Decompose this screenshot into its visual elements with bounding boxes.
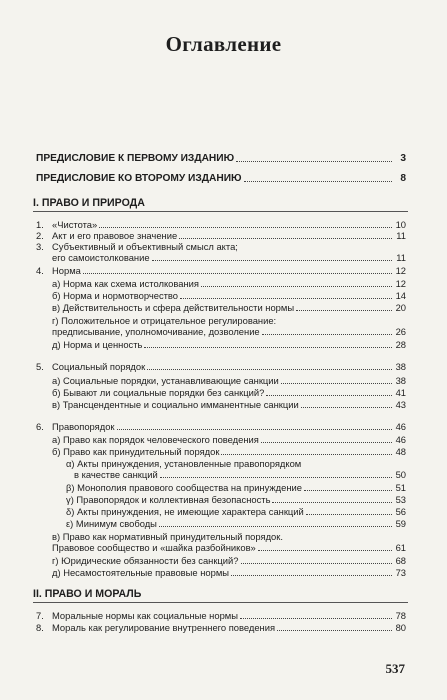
entry-text: ε) Минимум свободы	[66, 518, 157, 529]
entry-text: Норма	[52, 265, 81, 276]
dot-leader	[180, 298, 392, 299]
dot-leader	[277, 630, 392, 631]
entry-page: 26	[395, 326, 406, 337]
entry-text: д) Несамостоятельные правовые нормы	[52, 567, 230, 578]
entry-text: в) Трансцендентные и социально имманентные санкции	[52, 399, 299, 410]
dot-leader	[241, 563, 393, 564]
entry-text: Мораль как регулирование внутреннего поведения	[52, 622, 276, 633]
entry-page: 80	[395, 622, 406, 633]
entry-page: 10	[395, 219, 406, 230]
entry-text: д) Норма и ценность	[52, 339, 143, 350]
section-heading-2[interactable]: II. ПРАВО И МОРАЛЬ	[33, 588, 408, 603]
dot-leader	[306, 514, 392, 515]
entry-text-line-2: предписывание, уполномочивание, дозволение	[52, 326, 260, 337]
entry-text: г) Юридические обязанности без санкций?	[52, 555, 239, 566]
page-number: 537	[385, 661, 405, 676]
entry-text: а) Право как порядок человеческого поведения	[52, 434, 259, 445]
entry-text: ПРЕДИСЛОВИЕ К ПЕРВОМУ ИЗДАНИЮ	[36, 153, 235, 164]
toc-entry-6d[interactable]	[36, 555, 406, 566]
dot-leader	[117, 429, 392, 430]
toc-entry-preface-1[interactable]	[36, 153, 406, 164]
dot-leader	[160, 477, 392, 478]
entry-number: 7.	[36, 610, 44, 621]
entry-number: 4.	[36, 265, 44, 276]
dot-leader	[221, 454, 392, 455]
toc-entry-5b[interactable]	[36, 387, 406, 398]
entry-page: 11	[396, 230, 406, 241]
dot-leader	[261, 442, 392, 443]
toc-entry-5a[interactable]	[36, 375, 406, 386]
toc-entry-preface-2[interactable]	[36, 173, 406, 184]
dot-leader	[304, 490, 392, 491]
entry-page: 50	[395, 469, 406, 480]
toc-entry-6b[interactable]	[36, 446, 406, 457]
dot-leader	[99, 227, 392, 228]
entry-page: 3	[400, 153, 406, 164]
dot-leader	[144, 347, 392, 348]
dot-leader	[231, 575, 392, 576]
toc-entry-2[interactable]	[36, 230, 406, 241]
entry-number: 1.	[36, 219, 44, 230]
toc-entry-6b-epsilon[interactable]	[36, 518, 406, 529]
entry-page: 59	[395, 518, 406, 529]
dot-leader	[301, 407, 392, 408]
entry-text: б) Бывают ли социальные порядки без санкций?	[52, 387, 265, 398]
dot-leader	[262, 334, 392, 335]
entry-text-line-1: Субъективный и объективный смысл акта;	[52, 241, 238, 252]
entry-page: 14	[395, 290, 406, 301]
entry-page: 38	[395, 361, 406, 372]
toc-entry-3[interactable]	[36, 241, 406, 263]
entry-page: 51	[395, 482, 406, 493]
entry-text: Акт и его правовое значение	[52, 230, 178, 241]
dot-leader	[152, 260, 392, 261]
section-heading-1[interactable]: I. ПРАВО И ПРИРОДА	[33, 197, 408, 212]
entry-page: 78	[395, 610, 406, 621]
toc-entry-4[interactable]	[36, 265, 406, 276]
entry-text: б) Норма и нормотворчество	[52, 290, 179, 301]
page-title: Оглавление	[165, 32, 282, 56]
toc-entry-5c[interactable]	[36, 399, 406, 410]
dot-leader	[281, 383, 392, 384]
entry-page: 46	[395, 434, 406, 445]
dot-leader	[83, 273, 392, 274]
toc-entry-6[interactable]	[36, 421, 406, 432]
entry-text-line-1: г) Положительное и отрицательное регулирование:	[52, 315, 277, 326]
toc-entry-4a[interactable]	[36, 278, 406, 289]
entry-number: 3.	[36, 241, 44, 252]
entry-page: 8	[400, 173, 406, 184]
toc-entry-7[interactable]	[36, 610, 406, 621]
entry-text: δ) Акты принуждения, не имеющие характера санкций	[66, 506, 304, 517]
toc-entry-4c[interactable]	[36, 302, 406, 313]
toc-entry-6b-alpha[interactable]	[36, 458, 406, 480]
toc-entry-6b-gamma[interactable]	[36, 494, 406, 505]
toc-entry-6b-beta[interactable]	[36, 482, 406, 493]
entry-text: а) Социальные порядки, устанавливающие санкции	[52, 375, 279, 386]
dot-leader	[272, 502, 392, 503]
entry-text: γ) Правопорядок и коллективная безопасность	[66, 494, 271, 505]
toc-entry-5[interactable]	[36, 361, 406, 372]
entry-text-line-2: Правовое сообщество и «шайка разбойников»	[52, 542, 256, 553]
entry-text: Моральные нормы как социальные нормы	[52, 610, 238, 621]
dot-leader	[201, 286, 392, 287]
toc-entry-1[interactable]	[36, 219, 406, 230]
dot-leader	[236, 161, 392, 162]
entry-text: в) Действительность и сфера действительности нормы	[52, 302, 295, 313]
entry-number: 8.	[36, 622, 44, 633]
entry-page: 28	[395, 339, 406, 350]
entry-page: 12	[395, 278, 406, 289]
toc-entry-4d[interactable]	[36, 315, 406, 337]
dot-leader	[179, 238, 392, 239]
entry-text: ПРЕДИСЛОВИЕ КО ВТОРОМУ ИЗДАНИЮ	[36, 173, 242, 184]
entry-page: 73	[395, 567, 406, 578]
toc-entry-6a[interactable]	[36, 434, 406, 445]
entry-page: 43	[395, 399, 406, 410]
entry-text: Социальный порядок	[52, 361, 146, 372]
toc-entry-8[interactable]	[36, 622, 406, 633]
dot-leader	[266, 395, 392, 396]
entry-page: 41	[395, 387, 406, 398]
dot-leader	[258, 550, 392, 551]
toc-entry-6b-delta[interactable]	[36, 506, 406, 517]
toc-entry-4e[interactable]	[36, 339, 406, 350]
entry-page: 61	[395, 542, 406, 553]
entry-text-line-2: в качестве санкций	[74, 469, 158, 480]
toc-entry-4b[interactable]	[36, 290, 406, 301]
dot-leader	[244, 181, 392, 182]
entry-page: 56	[395, 506, 406, 517]
entry-text-line-2: его самоистолкование	[52, 252, 150, 263]
entry-text-line-1: в) Право как нормативный принудительный порядок.	[52, 531, 283, 542]
entry-text: Правопорядок	[52, 421, 115, 432]
entry-number: 5.	[36, 361, 44, 372]
entry-text: б) Право как принудительный порядок	[52, 446, 220, 457]
dot-leader	[159, 526, 392, 527]
entry-page: 11	[396, 252, 406, 263]
entry-number: 2.	[36, 230, 44, 241]
dot-leader	[296, 310, 392, 311]
entry-text: «Чистота»	[52, 219, 98, 230]
toc-entry-6c[interactable]	[36, 531, 406, 553]
entry-page: 46	[395, 421, 406, 432]
entry-text: β) Монополия правового сообщества на принуждение	[66, 482, 302, 493]
entry-page: 20	[395, 302, 406, 313]
entry-page: 68	[395, 555, 406, 566]
entry-page: 12	[395, 265, 406, 276]
toc-entry-6e[interactable]	[36, 567, 406, 578]
entry-page: 48	[395, 446, 406, 457]
entry-text-line-1: α) Акты принуждения, установленные правопорядком	[66, 458, 302, 469]
entry-page: 53	[395, 494, 406, 505]
entry-text: а) Норма как схема истолкования	[52, 278, 199, 289]
entry-page: 38	[395, 375, 406, 386]
dot-leader	[240, 618, 392, 619]
entry-number: 6.	[36, 421, 44, 432]
dot-leader	[147, 369, 392, 370]
